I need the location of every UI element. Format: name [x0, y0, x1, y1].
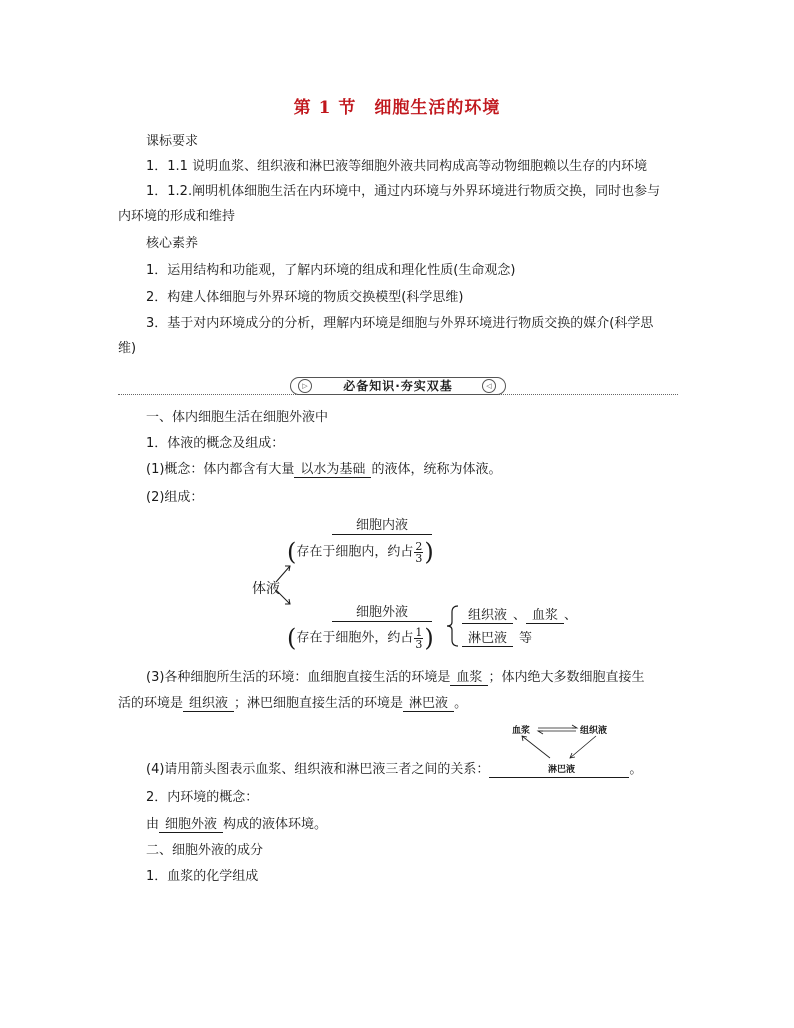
env-answer-plasma: 血浆 [450, 670, 488, 686]
brace-icon [446, 604, 460, 648]
component-lymph: 淋巴液 [462, 631, 513, 647]
relation-node-tissue: 组织液 [580, 726, 608, 736]
diagram-root: 体液 [252, 581, 280, 597]
components-row-2: 淋巴液 等 [462, 627, 532, 647]
play-right-icon: ▷ [298, 379, 312, 393]
env-line-2: 活的环境是 组织液 ；淋巴细胞直接生活的环境是 淋巴液 。 [118, 696, 468, 711]
section2-heading: 二、细胞外液的成分 [146, 843, 264, 858]
inner-fluid-note: (存在于细胞内，约占 $\frac{2}{3}$ ) [287, 538, 434, 566]
composition-label: (2)组成： [146, 490, 204, 505]
component-plasma: 血浆 [526, 608, 564, 624]
curriculum-heading: 课标要求 [146, 134, 199, 149]
env-answer-lymph: 淋巴液 [403, 696, 454, 712]
section2-sub1: 1．血浆的化学组成 [146, 869, 259, 884]
core-heading: 核心素养 [146, 236, 199, 251]
curriculum-item-1: 1．1.1 说明血浆、组织液和淋巴液等细胞外液共同构成高等动物细胞赖以生存的内环境 [146, 159, 648, 174]
relation-node-plasma: 血浆 [512, 726, 531, 736]
banner-label: 必备知识·夯实双基 [343, 379, 453, 393]
env-answer-tissue: 组织液 [183, 696, 234, 712]
env-definition: 由 细胞外液 构成的液体环境。 [146, 817, 328, 832]
core-item-3-cont: 维) [118, 341, 137, 356]
outer-fluid-note: (存在于细胞外，约占 $\frac{1}{3}$ ) [287, 624, 434, 652]
outer-fraction: $\frac{1}{3}$ [415, 625, 423, 651]
banner-pill [290, 377, 506, 395]
env-definition-answer: 细胞外液 [159, 817, 223, 833]
section1-sub1: 1．体液的概念及组成： [146, 436, 285, 451]
play-left-icon: ◁ [482, 379, 496, 393]
core-item-2: 2．构建人体细胞与外界环境的物质交换模型(科学思维) [146, 290, 464, 305]
concept-answer: 以水为基础 [294, 462, 371, 478]
relation-node-lymph: 淋巴液 [548, 765, 576, 775]
outer-fluid-label: 细胞外液 [332, 604, 432, 622]
env-line-1: (3)各种细胞所生活的环境：血细胞直接生活的环境是 血浆 ；体内绝大多数细胞直接生 [146, 670, 645, 685]
concept-line [146, 462, 501, 478]
concept-suffix: 的液体，统称为体液。 [371, 462, 502, 477]
relation-question: (4)请用箭头图表示血浆、组织液和淋巴液三者之间的关系： 。 [146, 762, 643, 777]
component-tissue-fluid: 组织液 [462, 608, 513, 624]
core-item-1: 1．运用结构和功能观，了解内环境的组成和理化性质(生命观念) [146, 263, 516, 278]
concept-prefix: (1)概念：体内都含有大量 [146, 462, 295, 477]
curriculum-item-2: 1．1.2.阐明机体细胞生活在内环境中，通过内环境与外界环境进行物质交换，同时也参与 [146, 184, 661, 199]
components-row-1: 组织液 、 血浆 、 [462, 604, 577, 624]
relation-answer-blank [489, 763, 629, 778]
section1-heading: 一、体内细胞生活在细胞外液中 [146, 410, 329, 425]
curriculum-item-2-cont: 内环境的形成和维持 [118, 209, 236, 224]
section-banner [118, 376, 678, 396]
inner-fraction: $\frac{2}{3}$ [415, 539, 423, 565]
section1-sub2: 2．内环境的概念： [146, 790, 259, 805]
core-item-3: 3．基于对内环境成分的分析，理解内环境是细胞与外界环境进行物质交换的媒介(科学思 [146, 316, 654, 331]
diagram-branch-arrows [274, 560, 294, 610]
page-title: 第 1 节 细胞生活的环境 [293, 98, 501, 118]
inner-fluid-label: 细胞内液 [332, 517, 432, 535]
